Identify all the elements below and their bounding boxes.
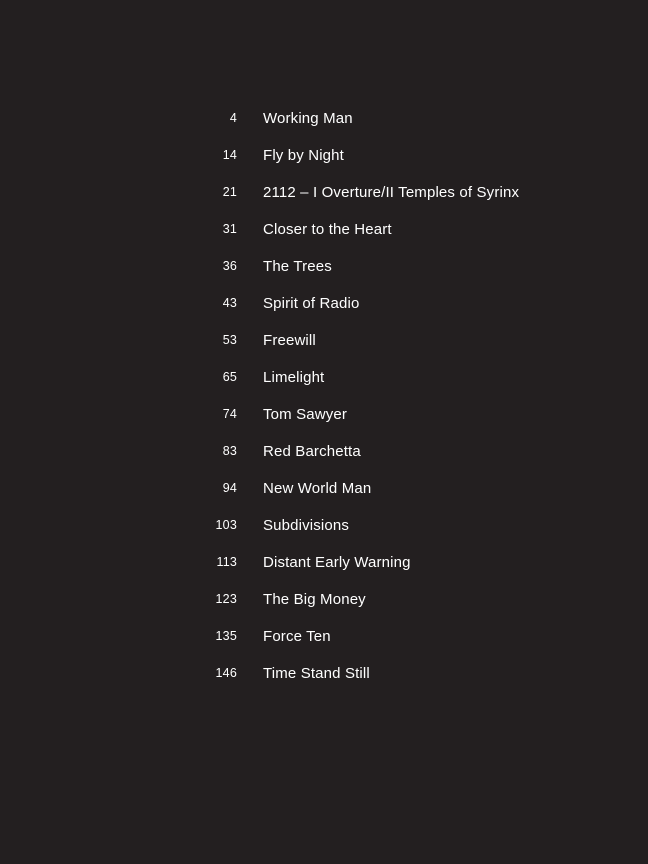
toc-entry[interactable] [0,589,648,626]
song-title: Spirit of Radio [263,295,360,312]
toc-entry[interactable] [0,441,648,478]
page-number: 36 [222,259,237,273]
song-title: Time Stand Still [263,665,370,682]
page-number: 65 [222,370,237,384]
toc-entry[interactable] [0,182,648,219]
page-number: 43 [222,296,237,310]
page-number: 103 [215,518,237,532]
toc-entry[interactable] [0,108,648,145]
song-title: New World Man [263,480,372,497]
song-title: Fly by Night [263,147,344,164]
toc-entry[interactable] [0,552,648,589]
toc-entry[interactable] [0,626,648,663]
song-title: The Big Money [263,591,366,608]
toc-entry[interactable] [0,663,648,700]
toc-entry[interactable] [0,256,648,293]
page-number: 53 [222,333,237,347]
song-title: The Trees [263,258,332,275]
song-title: Subdivisions [263,517,350,534]
song-title: Force Ten [263,628,331,645]
song-title: Working Man [263,110,353,127]
page-number: 83 [222,444,237,458]
toc-entry[interactable] [0,219,648,256]
song-title: Red Barchetta [263,443,361,460]
page-number: 14 [222,148,237,162]
page-number: 21 [222,185,237,199]
page-number: 94 [222,481,237,495]
toc-list [0,108,648,700]
page-number: 113 [216,555,237,569]
song-title: Closer to the Heart [263,221,392,238]
toc-entry[interactable] [0,515,648,552]
page-number: 4 [229,111,237,125]
song-title: Limelight [263,369,325,386]
toc-entry[interactable] [0,478,648,515]
page-number: 146 [215,666,237,680]
toc-entry[interactable] [0,145,648,182]
toc-entry[interactable] [0,404,648,441]
page-number: 31 [222,222,237,236]
toc-entry[interactable] [0,367,648,404]
song-title: Freewill [263,332,316,349]
page-number: 74 [222,407,237,421]
song-title: Distant Early Warning [263,554,411,571]
song-title: Tom Sawyer [263,406,348,423]
toc-entry[interactable] [0,293,648,330]
song-title: 2112 – I Overture/II Temples of Syrinx [263,184,520,201]
page-number: 135 [215,629,237,643]
toc-entry[interactable] [0,330,648,367]
page-number: 123 [215,592,237,606]
